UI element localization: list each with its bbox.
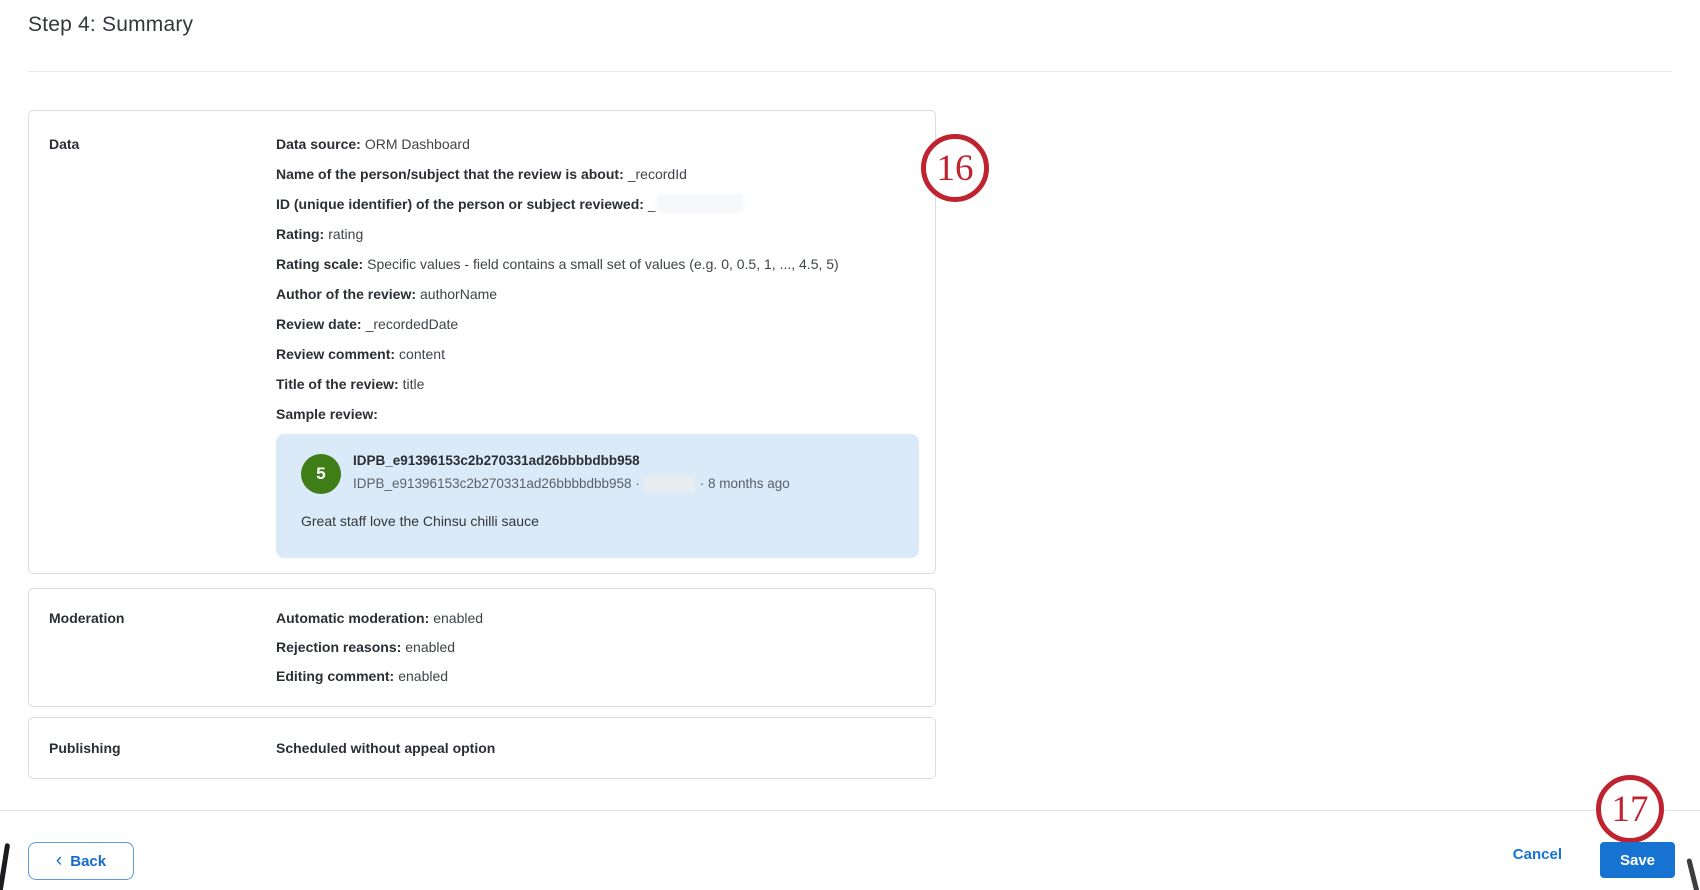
summary-row-review-comment: Review comment: content	[276, 346, 445, 362]
summary-row-publishing-mode: Scheduled without appeal option	[276, 740, 496, 756]
summary-row-rating: Rating: rating	[276, 226, 364, 242]
pen-artifact-left	[0, 843, 10, 890]
back-button-label: Back	[70, 852, 107, 870]
publishing-summary-card	[28, 717, 936, 779]
review-title: IDPB_e91396153c2b270331ad26bbbbdbb958	[353, 453, 640, 468]
rating-badge: 5	[301, 454, 341, 494]
summary-row-sample-review: Sample review:	[276, 406, 378, 422]
moderation-summary-card	[28, 588, 936, 707]
summary-row-subject-name: Name of the person/subject that the review is about: _recordId	[276, 166, 687, 182]
review-comment: Great staff love the Chinsu chilli sauce	[301, 513, 539, 529]
save-button[interactable]: Save	[1600, 842, 1675, 878]
summary-row-data-source: Data source: ORM Dashboard	[276, 136, 470, 152]
page-title: Step 4: Summary	[28, 13, 194, 36]
redacted-value	[644, 476, 696, 492]
summary-row-editing-comment: Editing comment: enabled	[276, 668, 449, 684]
chevron-left-icon: ‹	[55, 849, 63, 871]
annotation-step-16-badge: 16	[921, 134, 989, 202]
back-button[interactable]	[28, 842, 134, 880]
summary-row-rating-scale: Rating scale: Specific values - field contains a small set of values (e.g. 0, 0.5, 1, ..., 4.5, 5)	[276, 256, 839, 272]
summary-row-subject-id: ID (unique identifier) of the person or subject reviewed: _	[276, 189, 935, 219]
annotation-step-17-badge: 17	[1596, 775, 1664, 843]
section-label-moderation: Moderation	[49, 610, 125, 626]
summary-row-rejection-reasons: Rejection reasons: enabled	[276, 639, 456, 655]
summary-row-review-title: Title of the review: title	[276, 376, 425, 392]
title-divider	[28, 71, 1672, 72]
summary-row-automatic-moderation: Automatic moderation: enabled	[276, 610, 484, 626]
review-byline: IDPB_e91396153c2b270331ad26bbbbdbb958 · · 8 months ago	[353, 476, 790, 491]
sample-review-card	[276, 434, 919, 558]
data-summary-card	[28, 110, 936, 574]
section-label-publishing: Publishing	[49, 740, 121, 756]
footer-divider	[0, 810, 1700, 811]
summary-row-review-date: Review date: _recordedDate	[276, 316, 459, 332]
cancel-button[interactable]: Cancel	[1512, 846, 1562, 863]
pen-artifact-right	[1686, 858, 1700, 890]
redacted-value	[656, 194, 744, 214]
section-label-data: Data	[49, 136, 80, 152]
summary-row-author: Author of the review: authorName	[276, 286, 498, 302]
